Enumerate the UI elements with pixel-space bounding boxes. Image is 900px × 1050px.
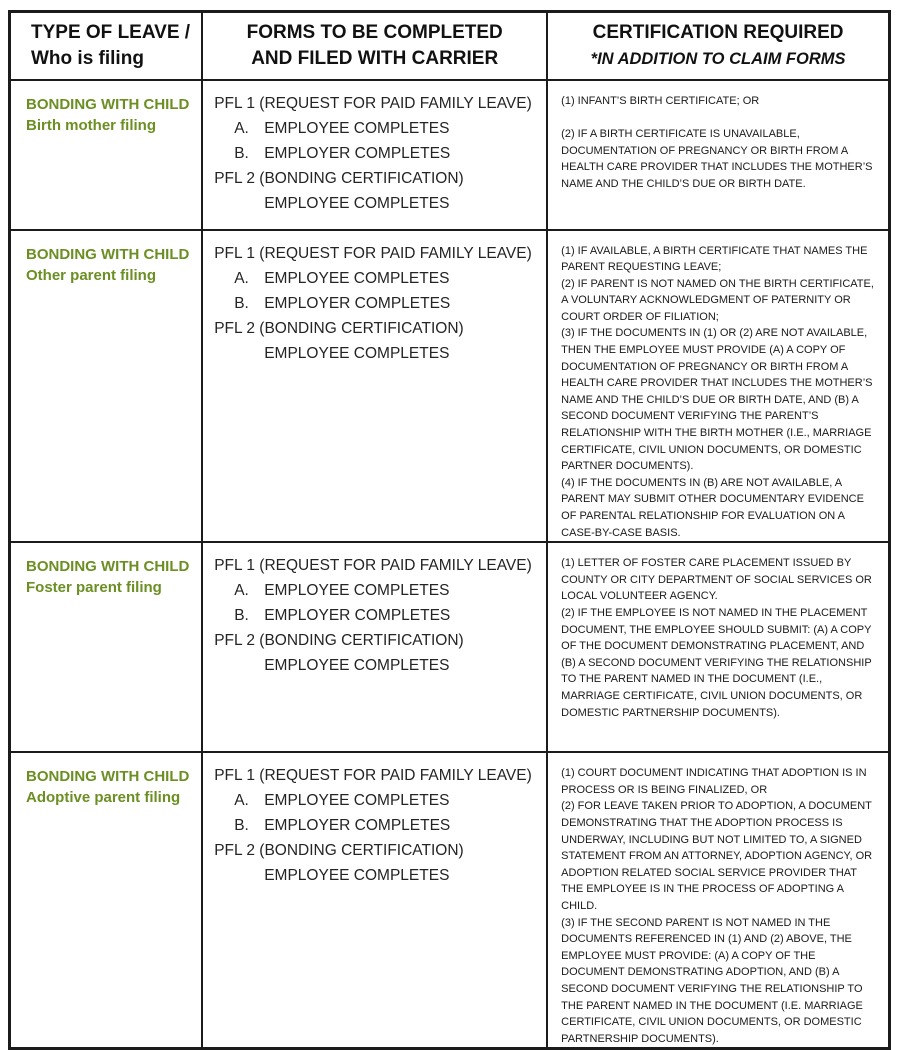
list-letter: A. [234, 119, 249, 137]
filer-label: Other parent filing [26, 266, 157, 284]
list-letter: B. [234, 817, 249, 835]
certification-item: (3) IF THE DOCUMENTS IN (1) OR (2) ARE NOT AVAILABLE, THEN THE EMPLOYEE MUST PROVIDE (A) A COPY OF DOCUMENTATION OF PREGNANCY OR BIRTH FROM A HEALTH CARE PROVIDER THAT INCLUDES THE MOTHER’S NAME AND THE CHILD’S DUE OR BIRTH DATE, AND (B) A SECOND DOCUMENT VERIFYING THE PARENT’S RELATIONSHIP WITH THE BIRTH MOTHER (I.E., MARRIAGE CERTIFICATE, CIVIL UNION DOCUMENTS, OR DOMESTIC PARTNER DOCUMENTS). [561, 327, 873, 473]
certification-item: (3) IF THE SECOND PARENT IS NOT NAMED IN THE DOCUMENTS REFERENCED IN (1) AND (2) ABOVE, THE EMPLOYEE MUST PROVIDE: (A) A COPY OF THE DOCUMENT DEMONSTRATING ADOPTION, AND (B) A SECOND DOCUMENT VERIFYING THE RELATIONSHIP TO THE PARENT NAMED IN THE DOCUMENT (I.E. MARRIAGE CERTIFICATE, CIVIL UNION DOCUMENTS, OR DOMESTIC PARTNERSHIP DOCUMENTS). [561, 916, 863, 1045]
form-line-pfl2-completer: EMPLOYEE COMPLETES [264, 344, 450, 362]
form-line-text: EMPLOYEE COMPLETES [264, 269, 450, 287]
certification-cell [547, 80, 889, 230]
form-line-pfl2-completer: EMPLOYEE COMPLETES [264, 194, 450, 212]
form-line-b [214, 141, 542, 166]
header-cell-forms [202, 12, 547, 80]
table-row-birth-mother [10, 80, 890, 230]
form-line-text: EMPLOYER COMPLETES [264, 817, 451, 835]
header-row [10, 12, 890, 80]
header-forms-line1: FORMS TO BE COMPLETED [246, 21, 503, 43]
header-cell-type-of-leave [10, 12, 203, 80]
certification-cell [547, 542, 889, 752]
form-line-text: EMPLOYEE COMPLETES [264, 119, 450, 137]
leave-type-label: BONDING WITH CHILD [26, 245, 190, 263]
table-row-adoptive-parent [10, 752, 890, 1049]
form-line-b [214, 813, 542, 838]
form-line-text: EMPLOYEE COMPLETES [264, 792, 450, 810]
form-line-pfl2-completer: EMPLOYEE COMPLETES [264, 867, 450, 885]
leave-type-label: BONDING WITH CHILD [26, 95, 190, 113]
list-letter: A. [234, 582, 249, 600]
filer-label: Birth mother filing [26, 116, 156, 134]
header-certification-subtitle: *IN ADDITION TO CLAIM FORMS [590, 49, 846, 68]
leave-type-cell [10, 230, 203, 543]
form-line-a [214, 266, 542, 291]
list-letter: A. [234, 269, 249, 287]
form-line-pfl2: PFL 2 (BONDING CERTIFICATION) [214, 842, 464, 860]
form-line-pfl2: PFL 2 (BONDING CERTIFICATION) [214, 319, 464, 337]
form-line-pfl2-completer: EMPLOYEE COMPLETES [264, 657, 450, 675]
filer-label: Adoptive parent filing [26, 789, 181, 807]
filer-label: Foster parent filing [26, 579, 162, 597]
header-certification-title: CERTIFICATION REQUIRED [592, 21, 844, 43]
header-cell-certification [547, 12, 889, 80]
leave-type-cell [10, 80, 203, 230]
forms-cell [202, 230, 547, 543]
certification-item: (1) INFANT’S BIRTH CERTIFICATE; OR [561, 94, 760, 107]
form-line-pfl2: PFL 2 (BONDING CERTIFICATION) [214, 632, 464, 650]
certification-item: (4) IF THE DOCUMENTS IN (B) ARE NOT AVAILABLE, A PARENT MAY SUBMIT OTHER DOCUMENTARY EVIDENCE OF PARENTAL RELATIONSHIP FOR EVALUATION ON A CASE-BY-CASE BASIS. [561, 476, 864, 539]
certification-item: (2) IF THE EMPLOYEE IS NOT NAMED IN THE PLACEMENT DOCUMENT, THE EMPLOYEE SHOULD SUBMIT: (A) A COPY OF THE DOCUMENT DEMONSTRATING PLACEMENT, AND (B) A SECOND DOCUMENT VERIFYING THE RELATIONSHIP TO THE PARENT NAMED IN THE DOCUMENT (I.E., MARRIAGE CERTIFICATE, CIVIL UNION DOCUMENTS, OR DOMESTIC PARTNERSHIP DOCUMENTS). [561, 606, 872, 719]
leave-type-label: BONDING WITH CHILD [26, 558, 190, 576]
leave-type-cell [10, 542, 203, 752]
certification-item: (1) IF AVAILABLE, A BIRTH CERTIFICATE THAT NAMES THE PARENT REQUESTING LEAVE; [561, 244, 868, 274]
list-letter: B. [234, 144, 249, 162]
form-line-pfl1: PFL 1 (REQUEST FOR PAID FAMILY LEAVE) [214, 767, 532, 785]
leave-type-label: BONDING WITH CHILD [26, 768, 190, 786]
form-line-b [214, 291, 542, 316]
form-line-pfl1: PFL 1 (REQUEST FOR PAID FAMILY LEAVE) [214, 94, 532, 112]
forms-cell [202, 752, 547, 1049]
form-line-text: EMPLOYEE COMPLETES [264, 582, 450, 600]
form-line-pfl1: PFL 1 (REQUEST FOR PAID FAMILY LEAVE) [214, 557, 532, 575]
certification-cell [547, 230, 889, 543]
certification-item: (1) LETTER OF FOSTER CARE PLACEMENT ISSUED BY COUNTY OR CITY DEPARTMENT OF SOCIAL SERVICES OR LOCAL VOLUNTEER AGENCY. [561, 557, 872, 603]
form-line-a [214, 578, 542, 603]
form-line-b [214, 603, 542, 628]
header-type-of-leave-line1: TYPE OF LEAVE / [31, 21, 191, 43]
certification-cell [547, 752, 889, 1049]
certification-item: (2) IF PARENT IS NOT NAMED ON THE BIRTH CERTIFICATE, A VOLUNTARY ACKNOWLEDGMENT OF PATERNITY OR COURT ORDER OF FILIATION; [561, 277, 874, 323]
form-line-pfl1: PFL 1 (REQUEST FOR PAID FAMILY LEAVE) [214, 244, 532, 262]
certification-item: (1) COURT DOCUMENT INDICATING THAT ADOPTION IS IN PROCESS OR IS BEING FINALIZED, OR [561, 767, 867, 796]
forms-cell [202, 542, 547, 752]
form-line-a [214, 788, 542, 813]
pfl-bonding-forms-table [8, 10, 891, 1050]
form-line-text: EMPLOYER COMPLETES [264, 144, 451, 162]
certification-item: (2) FOR LEAVE TAKEN PRIOR TO ADOPTION, A DOCUMENT DEMONSTRATING THAT THE ADOPTION PROCESS IS UNDERWAY, INCLUDING BUT NOT LIMITED TO, A SIGNED STATEMENT FROM AN ATTORNEY, ADOPTION AGENCY, OR ADOPTION RELATED SOCIAL SERVICE PROVIDER THAT THE EMPLOYEE IS IN THE PROCESS OF ADOPTING A CHILD. [561, 800, 873, 912]
forms-cell [202, 80, 547, 230]
certification-item: (2) IF A BIRTH CERTIFICATE IS UNAVAILABLE, DOCUMENTATION OF PREGNANCY OR BIRTH FROM A HEALTH CARE PROVIDER THAT INCLUDES THE MOTHER’S NAME AND THE CHILD’S DUE OR BIRTH DATE. [561, 128, 873, 190]
table-row-other-parent [10, 230, 890, 543]
form-line-text: EMPLOYER COMPLETES [264, 294, 451, 312]
header-type-of-leave-line2: Who is filing [31, 47, 144, 69]
form-line-a [214, 116, 542, 141]
list-letter: A. [234, 792, 249, 810]
table-row-foster-parent [10, 542, 890, 752]
form-line-pfl2: PFL 2 (BONDING CERTIFICATION) [214, 169, 464, 187]
list-letter: B. [234, 607, 249, 625]
form-line-text: EMPLOYER COMPLETES [264, 607, 451, 625]
header-forms-line2: AND FILED WITH CARRIER [251, 47, 499, 69]
list-letter: B. [234, 294, 249, 312]
leave-type-cell [10, 752, 203, 1049]
